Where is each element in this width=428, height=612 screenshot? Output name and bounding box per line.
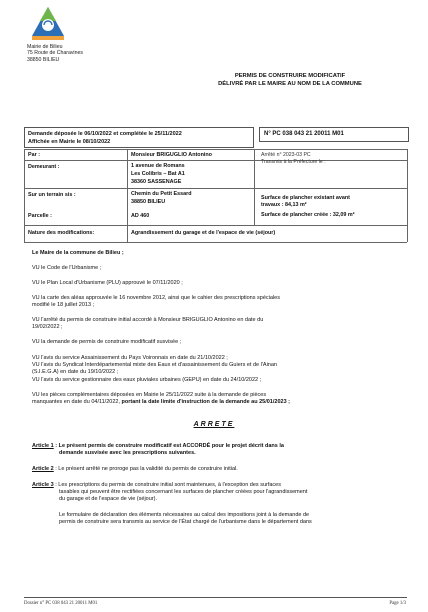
arrete-heading: ARRETE xyxy=(193,421,235,428)
commune-logo xyxy=(30,6,66,42)
vu-carte-aleas-line1: VU la carte des aléas approuvée le 16 novembre 2012, ainsi que le cahier des prescriptions spéciales xyxy=(32,295,280,301)
table-border-top xyxy=(24,149,407,150)
vu-avis-siega-line1: VU l'avis du Syndicat Interdépartemental mixte des Eaux et d'assainissement du Guiers et de l'Ainan xyxy=(32,362,277,368)
article-1-label: Article 1 xyxy=(32,443,54,449)
arrete-number: Arrêté n° 2023-03 PC xyxy=(261,152,311,158)
table-row-divider xyxy=(24,160,407,161)
vu-code-urbanisme: VU le Code de l'Urbanisme ; xyxy=(32,265,102,271)
title-line-1: PERMIS DE CONSTRUIRE MODIFICATIF xyxy=(234,73,346,79)
terrain-address-line: Chemin du Petit Essard xyxy=(131,191,192,197)
demeurant-label: Demeurant : xyxy=(28,164,60,170)
vu-avis-assainissement: VU l'avis du service Assainissement du Pays Voironnais en date du 21/10/2022 ; xyxy=(32,355,228,361)
nature-label: Nature des modifications: xyxy=(28,230,95,236)
article-2-label: Article 2 xyxy=(32,466,54,472)
footer-page-number: Page 1/3 xyxy=(389,601,406,606)
vu-avis-gepu: VU l'avis du service gestionnaire des eaux pluviales urbaines (GEPU) en date du 24/10/2022 ; xyxy=(32,377,262,383)
footer-divider xyxy=(24,597,407,598)
surface-creee: Surface de plancher créée : 32,09 m² xyxy=(261,212,355,218)
surface-existant: Surface de plancher existant avant xyxy=(261,195,350,201)
deposit-box xyxy=(24,127,254,148)
address-line: 38850 BILIEU xyxy=(27,56,60,63)
applicant-address-line: 38360 SASSENAGE xyxy=(131,179,182,185)
applicant-address-line: 1 avenue de Romans xyxy=(131,163,185,169)
table-column-divider xyxy=(127,149,128,242)
article-2-text: : Le présent arrêté ne proroge pas la validité du permis de construire initial. xyxy=(53,466,238,472)
table-column-divider xyxy=(254,149,255,225)
address-line: Mairie de Bilieu xyxy=(27,44,63,50)
par-label: Par : xyxy=(28,152,40,158)
document-title xyxy=(190,73,390,88)
article-1-text: : Le présent permis de construire modificatif est ACCORDÉ pour le projet décrit dans la xyxy=(53,443,284,449)
vu-pieces-line2 xyxy=(32,399,398,406)
vu-pieces-line1: VU les pièces complémentaires déposées en Mairie le 25/11/2022 suite à la demande de pièces xyxy=(32,392,267,398)
formulaire-line1: Le formulaire de déclaration des éléments nécessaires au calcul des impositions joint à la demande de xyxy=(59,512,310,518)
title-line-2: DÉLIVRÉ PAR LE MAIRE AU NOM DE LA COMMUNE xyxy=(218,80,362,87)
article-3-label: Article 3 xyxy=(32,482,54,488)
article-1-line2: demande susvisée avec les prescriptions suivantes. xyxy=(59,450,196,456)
vu-pieces-deadline: portant la date limite d'instruction de la demande au 25/01/2023 ; xyxy=(121,399,290,405)
formulaire-line2: permis de construire sera transmis au service de l'État chargé de l'urbanisme dans le département dans xyxy=(59,519,312,525)
vu-arrete-line2: 19/02/2022 ; xyxy=(32,324,63,330)
vu-plu: VU le Plan Local d'Urbanisme (PLU) approuvé le 07/11/2020 ; xyxy=(32,280,183,286)
table-row-divider xyxy=(24,188,407,189)
terrain-address-line: 38850 BILIEU xyxy=(131,199,166,205)
display-date: Affichée en Mairie le 08/10/2022 xyxy=(28,139,111,145)
parcelle-label: Parcelle : xyxy=(28,213,52,219)
applicant-address-line: Les Colibris – Bat A1 xyxy=(131,171,185,177)
permit-number: N° PC 038 043 21 20011 M01 xyxy=(259,127,409,142)
vu-pieces-line2-a: manquantes en date du 04/11/2022, xyxy=(32,399,122,405)
article-3-line2: taxables qui peuvent être rectifiées concernant les surfaces de plancher créées pour l'agrandissement xyxy=(59,489,308,495)
table-border-left xyxy=(24,149,25,242)
vu-demande: VU la demande de permis de construire modificatif susvisée ; xyxy=(32,339,182,345)
footer-dossier: Dossier n° PC 038 043 21 20011 M01 xyxy=(24,601,98,606)
article-3-text: : Les prescriptions du permis de construire initial sont maintenues, à l'exception des surfaces xyxy=(53,482,281,488)
surface-existant-value: travaux : 84,13 m² xyxy=(261,202,307,208)
deposit-date: Demande déposée le 06/10/2022 et complétée le 25/11/2022 xyxy=(28,131,182,137)
vu-arrete-line1: VU l'arrêté du permis de construire initial accordé à Monsieur BRIGUGLIO Antonino en date du xyxy=(32,317,264,323)
maire-line: Le Maire de la commune de Bilieu ; xyxy=(32,250,124,256)
nature-value: Agrandissement du garage et de l'espace de vie (séjour) xyxy=(131,230,276,236)
vu-avis-siega-line2: (S.I.E.G.A) en date du 19/10/2022 ; xyxy=(32,369,119,375)
article-3-line3: du garage et de l'espace de vie (séjour). xyxy=(59,496,157,502)
address-line: 75 Route de Charavines xyxy=(27,50,83,57)
vu-carte-aleas-line2: modifié le 18 juillet 2013 ; xyxy=(32,302,95,308)
transmis-prefecture: Transmis à la Préfecture le : xyxy=(261,159,326,165)
table-border-right xyxy=(407,149,408,242)
table-row-divider xyxy=(24,225,407,226)
mairie-address xyxy=(27,44,83,63)
article-2 xyxy=(32,466,398,473)
table-border-bottom xyxy=(24,242,407,243)
terrain-label: Sur un terrain sis : xyxy=(28,192,76,198)
parcelle-value: AD 460 xyxy=(131,213,150,219)
applicant-name: Monsieur BRIGUGLIO Antonino xyxy=(131,152,212,158)
